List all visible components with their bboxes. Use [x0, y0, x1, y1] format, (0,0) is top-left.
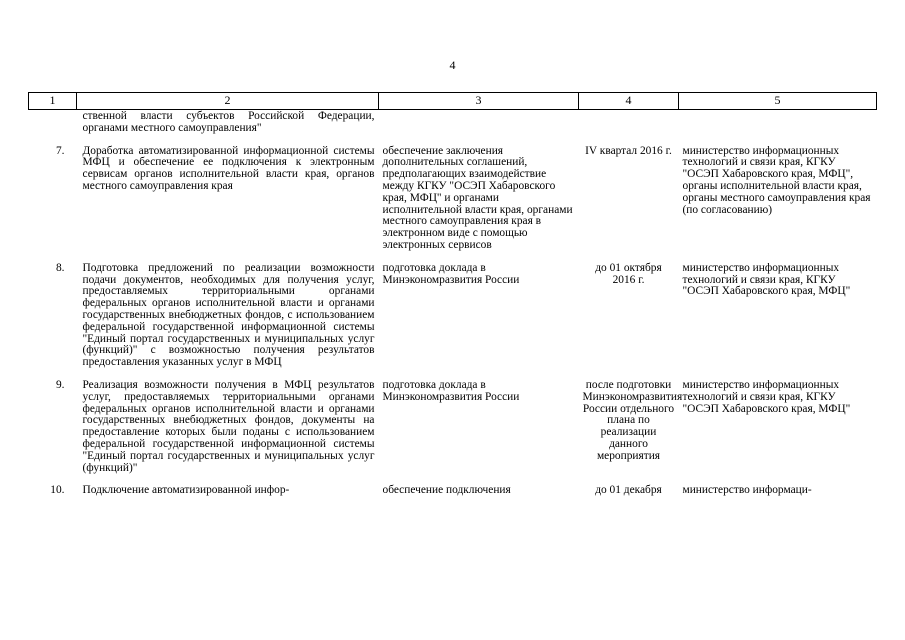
deadline: до 01 декабря [595, 484, 662, 497]
deadline: до 01 октября 2016 г. [595, 261, 662, 286]
page-number: 4 [449, 58, 456, 72]
table-row [29, 373, 877, 478]
expected-result: обеспечение подключения [382, 484, 511, 497]
header-col-4: 4 [579, 93, 679, 110]
responsible-party: министерство информационных технологий и связи края, КГКУ "ОСЭП Хабаровского края, МФЦ", органы исполнительной власти края, органы местного самоуправления края (по согласованию) [682, 144, 871, 216]
table-row [29, 139, 877, 256]
table-row [29, 478, 877, 501]
continuation-row [29, 110, 877, 139]
row-number [29, 110, 77, 139]
row-number: 9. [55, 378, 65, 391]
deadline: после подготовки Минэкономразвития России отдельного плана по реализации данного мероприятия [582, 378, 683, 462]
header-col-2: 2 [77, 93, 379, 110]
responsible-party: министерство информационных технологий и связи края, КГКУ "ОСЭП Хабаровского края, МФЦ" [682, 378, 851, 415]
header-col-5: 5 [679, 93, 877, 110]
row-number: 10. [50, 484, 65, 497]
deadline: IV квартал 2016 г. [585, 144, 672, 157]
header-row [29, 93, 877, 110]
activity-description: Подключение автоматизированной инфор- [82, 484, 290, 497]
expected-result: обеспечение заключения дополнительных соглашений, предполагающих взаимодействие между КГКУ "ОСЭП Хабаровского края, МФЦ" и органами исполнительной власти края, органами местного самоуправления края в электронном виде с помощью электронных сервисов [382, 144, 573, 251]
responsible-party: министерство информационных технологий и связи края, КГКУ "ОСЭП Хабаровского края, МФЦ" [682, 261, 851, 298]
row-number: 8. [55, 261, 65, 274]
activity-description: Подготовка предложений по реализации возможности подачи документов, необходимых для получения услуг, предоставляемых территориальными органами федеральных органов исполнительной власти и органами государственных внебюджетных фондов, с использованием федеральной государственной информационной системы "Единый портал государственных и муниципальных услуг (функций)" с возможностью получения результатов предоставления указанных услуг в МФЦ [82, 261, 375, 369]
expected-result: подготовка доклада в Минэкономразвития России [382, 261, 520, 286]
plan-table [28, 92, 877, 501]
header-col-1: 1 [29, 93, 77, 110]
activity-description: Доработка автоматизированной информационной системы МФЦ и обеспечение ее подключения к электронным сервисам органов исполнительной власти края, органов местного самоуправления края [82, 144, 375, 192]
responsible-party: министерство информаци- [682, 484, 812, 497]
table-row [29, 256, 877, 373]
header-col-3: 3 [379, 93, 579, 110]
continuation-text: ственной власти субъектов Российской Федерации, органами местного самоуправления" [82, 110, 375, 134]
expected-result: подготовка доклада в Минэкономразвития России [382, 378, 520, 403]
row-number: 7. [55, 144, 65, 157]
activity-description: Реализация возможности получения в МФЦ результатов услуг, предоставляемых территориальными органами федеральных органов исполнительной власти и органами государственных внебюджетных фондов, документы на предоставление которых были поданы с использованием федеральной государственной информационной системы "Единый портал государственных и муниципальных услуг (функций)" [82, 378, 375, 474]
